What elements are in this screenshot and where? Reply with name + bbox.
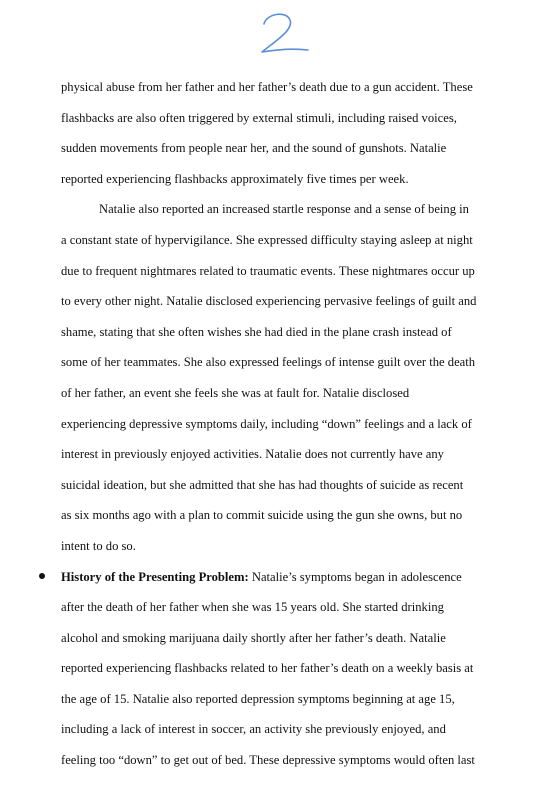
text-line: physical abuse from her father and her father’s death due to a gun accident. These (61, 80, 473, 94)
text-line: the age of 15. Natalie also reported depression symptoms beginning at age 15, (61, 691, 455, 706)
text-line: experiencing depressive symptoms daily, including “down” feelings and a lack of (61, 416, 472, 431)
text-line: flashbacks are also often triggered by external stimuli, including raised voices, (61, 110, 457, 125)
handwritten-two-icon (252, 8, 312, 58)
text-line: including a lack of interest in soccer, an activity she previously enjoyed, and (61, 722, 446, 737)
page-number-text (312, 8, 313, 9)
text-line: shame, stating that she often wishes she had died in the plane crash instead of (61, 324, 452, 339)
history-bullet (61, 562, 505, 776)
text-line: of her father, an event she feels she was at fault for. Natalie disclosed (61, 385, 410, 400)
paragraph-continued (61, 72, 505, 194)
text-line: intent to do so. (61, 538, 136, 553)
text-line: suicidal ideation, but she admitted that she has had thoughts of suicide as recent (61, 477, 464, 492)
text-line: interest in previously enjoyed activities. Natalie does not currently have any (61, 447, 444, 462)
text-line: reported experiencing flashbacks approximately five times per week. (61, 171, 409, 186)
text-line: after the death of her father when she was 15 years old. She started drinking (61, 600, 444, 615)
text-line: alcohol and smoking marijuana daily shortly after her father’s death. Natalie (61, 630, 446, 645)
text-line: due to frequent nightmares related to traumatic events. These nightmares occur up (61, 263, 475, 278)
bullet-icon (39, 573, 45, 579)
text-line: to every other night. Natalie disclosed experiencing pervasive feelings of guilt and (61, 294, 477, 309)
text-line: Natalie also reported an increased startle response and a sense of being in (99, 202, 469, 217)
history-heading: History of the Presenting Problem: (61, 569, 249, 584)
paragraph-symptoms (61, 194, 505, 561)
history-first-line (61, 562, 505, 593)
text-line: a constant state of hypervigilance. She expressed difficulty staying asleep at night (61, 232, 473, 247)
text-line: some of her teammates. She also expressed feelings of intense guilt over the death (61, 355, 476, 370)
text-line: sudden movements from people near her, and the sound of gunshots. Natalie (61, 141, 447, 156)
document-body (61, 72, 505, 776)
text-fragment: Natalie’s symptoms began in adolescence (248, 569, 462, 584)
text-line: feeling too “down” to get out of bed. These depressive symptoms would often last (61, 753, 475, 768)
handwritten-page-number (252, 8, 312, 58)
text-line: as six months ago with a plan to commit suicide using the gun she owns, but no (61, 508, 463, 523)
text-line: reported experiencing flashbacks related to her father’s death on a weekly basis at (61, 661, 474, 676)
